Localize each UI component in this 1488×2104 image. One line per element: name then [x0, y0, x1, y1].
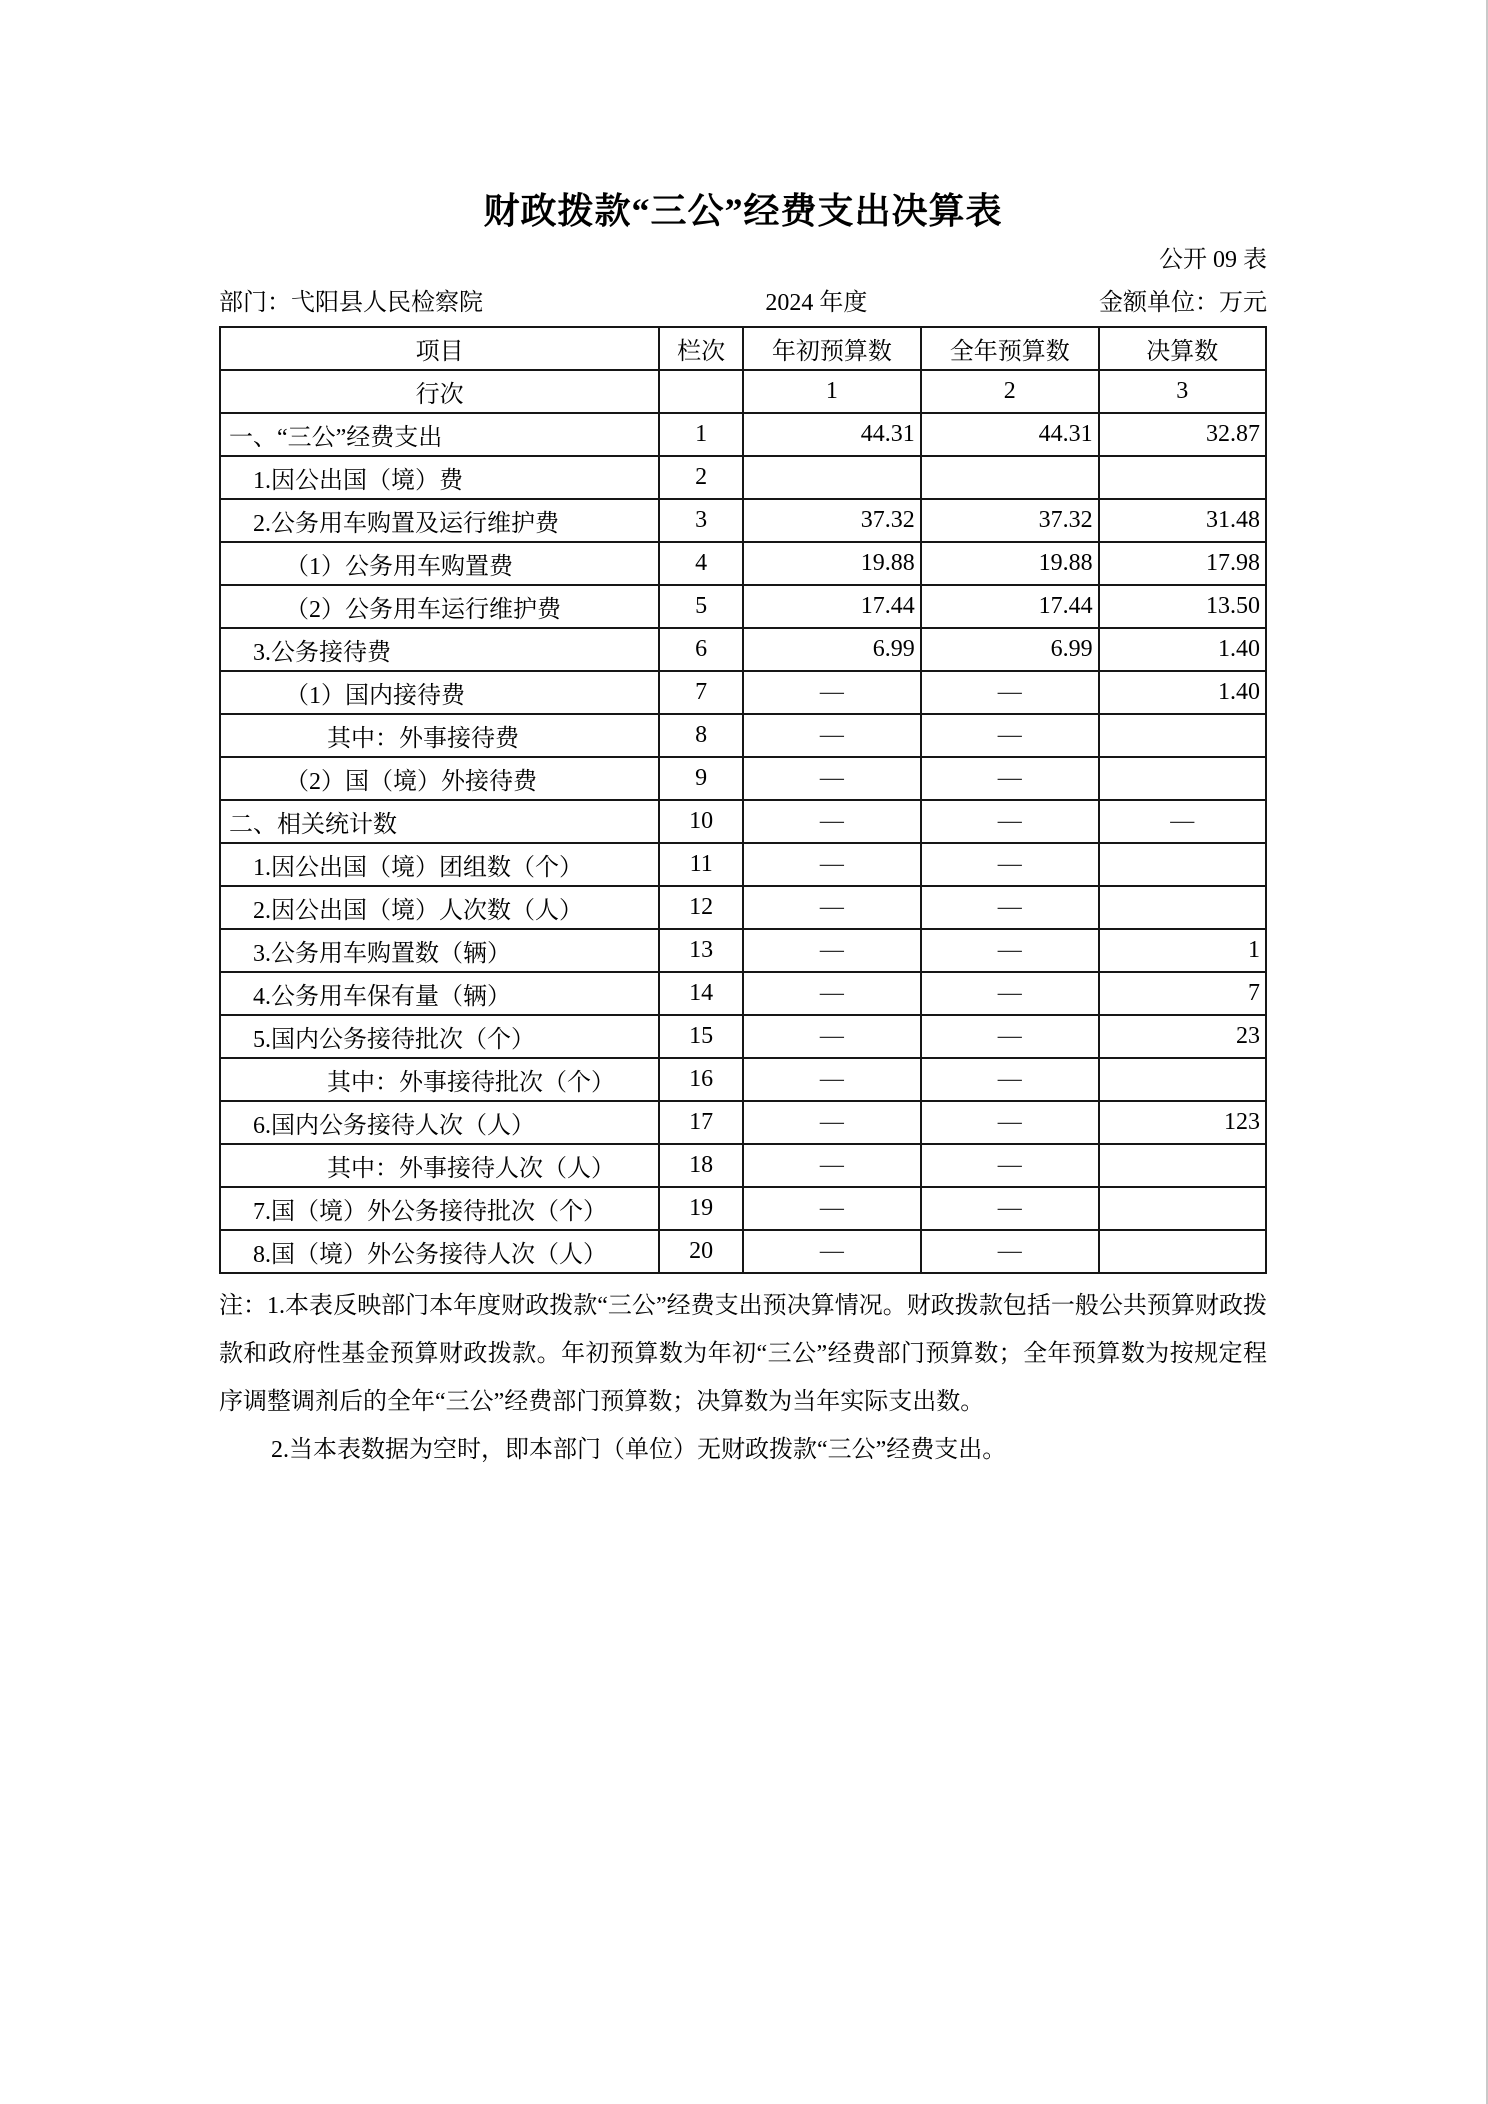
info-row: [219, 286, 1267, 320]
row-value: —: [743, 1187, 921, 1230]
table-row: [220, 1144, 1266, 1187]
row-value: —: [743, 1230, 921, 1273]
department-label: 部门：弋阳县人民检察院: [219, 290, 483, 316]
row-value: 6.99: [921, 628, 1099, 671]
table-row: [220, 1015, 1266, 1058]
page-title: 财政拨款“三公”经费支出决算表: [483, 191, 1003, 231]
row-value: —: [921, 1230, 1099, 1273]
row-value: [1099, 757, 1266, 800]
row-value: —: [921, 929, 1099, 972]
row-value: —: [921, 714, 1099, 757]
column-header-final: 决算数: [1099, 327, 1266, 370]
row-item-label: 一、“三公”经费支出: [220, 413, 659, 456]
row-value: —: [921, 800, 1099, 843]
table-row: [220, 456, 1266, 499]
table-row: [220, 929, 1266, 972]
table-row: [220, 1187, 1266, 1230]
row-item-label: （1）公务用车购置费: [220, 542, 659, 585]
row-item-label: 2.公务用车购置及运行维护费: [220, 499, 659, 542]
row-line-number: 19: [659, 1187, 743, 1230]
row-value: 7: [1099, 972, 1266, 1015]
row-item-label: 3.公务用车购置数（辆）: [220, 929, 659, 972]
table-row: [220, 843, 1266, 886]
row-line-number: 15: [659, 1015, 743, 1058]
table-row: [220, 628, 1266, 671]
table-row: [220, 1230, 1266, 1273]
row-item-label: 7.国（境）外公务接待批次（个）: [220, 1187, 659, 1230]
table-row: [220, 671, 1266, 714]
row-value: 37.32: [921, 499, 1099, 542]
subheader-col-number: 2: [921, 370, 1099, 413]
row-value: [1099, 1144, 1266, 1187]
table-row: [220, 714, 1266, 757]
fiscal-year-label: 2024 年度: [765, 290, 868, 316]
table-row: [220, 1101, 1266, 1144]
row-value: [743, 456, 921, 499]
row-value: —: [921, 671, 1099, 714]
row-item-label: 1.因公出国（境）费: [220, 456, 659, 499]
row-value: —: [743, 800, 921, 843]
row-item-label: 5.国内公务接待批次（个）: [220, 1015, 659, 1058]
subheader-col-number: 1: [743, 370, 921, 413]
note-1: 注：1.本表反映部门本年度财政拨款“三公”经费支出预决算情况。财政拨款包括一般公共预算财政拨款和政府性基金预算财政拨款。年初预算数为年初“三公”经费部门预算数；全年预算数为按规定程序调整调剂后的全年“三公”经费部门预算数；决算数为当年实际支出数。: [219, 1293, 1267, 1415]
table-row: [220, 542, 1266, 585]
row-value: —: [743, 1015, 921, 1058]
table-row: [220, 800, 1266, 843]
table-row: [220, 972, 1266, 1015]
row-item-label: （2）国（境）外接待费: [220, 757, 659, 800]
row-value: —: [921, 757, 1099, 800]
row-line-number: 5: [659, 585, 743, 628]
row-line-number: 3: [659, 499, 743, 542]
row-value: 19.88: [921, 542, 1099, 585]
row-item-label: 6.国内公务接待人次（人）: [220, 1101, 659, 1144]
note-2: 2.当本表数据为空时，即本部门（单位）无财政拨款“三公”经费支出。: [271, 1437, 1007, 1463]
row-value: 17.44: [743, 585, 921, 628]
row-line-number: 2: [659, 456, 743, 499]
table-row: [220, 1058, 1266, 1101]
row-value: —: [921, 1058, 1099, 1101]
row-value: —: [743, 843, 921, 886]
row-value: —: [921, 843, 1099, 886]
form-code-label: 公开 09 表: [1159, 247, 1267, 273]
row-value: 31.48: [1099, 499, 1266, 542]
row-item-label: （2）公务用车运行维护费: [220, 585, 659, 628]
row-value: [1099, 714, 1266, 757]
row-value: 1.40: [1099, 628, 1266, 671]
row-value: 32.87: [1099, 413, 1266, 456]
table-subheader-row: [220, 370, 1266, 413]
notes-section: [219, 1282, 1267, 1474]
table-row: [220, 757, 1266, 800]
row-value: —: [921, 886, 1099, 929]
row-item-label: 其中：外事接待费: [220, 714, 659, 757]
row-value: —: [743, 972, 921, 1015]
row-item-label: 二、相关统计数: [220, 800, 659, 843]
row-value: 23: [1099, 1015, 1266, 1058]
row-value: —: [921, 1015, 1099, 1058]
row-value: —: [921, 1101, 1099, 1144]
row-value: —: [743, 1058, 921, 1101]
row-value: —: [1099, 800, 1266, 843]
amount-unit-label: 金额单位：万元: [1099, 290, 1267, 316]
row-item-label: 8.国（境）外公务接待人次（人）: [220, 1230, 659, 1273]
row-line-number: 10: [659, 800, 743, 843]
row-line-number: 18: [659, 1144, 743, 1187]
row-value: 123: [1099, 1101, 1266, 1144]
row-value: 1: [1099, 929, 1266, 972]
row-line-number: 7: [659, 671, 743, 714]
row-item-label: 1.因公出国（境）团组数（个）: [220, 843, 659, 886]
row-item-label: 其中：外事接待人次（人）: [220, 1144, 659, 1187]
row-line-number: 12: [659, 886, 743, 929]
row-value: —: [743, 671, 921, 714]
row-value: —: [743, 1101, 921, 1144]
row-value: —: [921, 972, 1099, 1015]
row-value: 6.99: [743, 628, 921, 671]
row-value: 37.32: [743, 499, 921, 542]
row-value: 1.40: [1099, 671, 1266, 714]
table-body: [220, 413, 1266, 1273]
table-header-row: [220, 327, 1266, 370]
row-value: —: [743, 757, 921, 800]
row-value: [1099, 1058, 1266, 1101]
column-header-line: 栏次: [659, 327, 743, 370]
row-value: —: [921, 1144, 1099, 1187]
table-row: [220, 413, 1266, 456]
three-public-expense-table: [219, 326, 1267, 1274]
row-value: 19.88: [743, 542, 921, 585]
row-value: —: [921, 1187, 1099, 1230]
row-item-label: 3.公务接待费: [220, 628, 659, 671]
subheader-label: 行次: [220, 370, 659, 413]
row-value: [1099, 1230, 1266, 1273]
row-value: [1099, 1187, 1266, 1230]
row-value: [1099, 456, 1266, 499]
row-value: —: [743, 929, 921, 972]
row-value: —: [743, 886, 921, 929]
row-line-number: 8: [659, 714, 743, 757]
row-line-number: 17: [659, 1101, 743, 1144]
row-line-number: 1: [659, 413, 743, 456]
row-line-number: 4: [659, 542, 743, 585]
row-line-number: 6: [659, 628, 743, 671]
row-value: 44.31: [921, 413, 1099, 456]
row-value: —: [743, 714, 921, 757]
row-value: [1099, 843, 1266, 886]
table-row: [220, 886, 1266, 929]
table-row: [220, 585, 1266, 628]
subheader-col-number: 3: [1099, 370, 1266, 413]
row-value: 17.44: [921, 585, 1099, 628]
row-item-label: 2.因公出国（境）人次数（人）: [220, 886, 659, 929]
row-line-number: 11: [659, 843, 743, 886]
row-value: 17.98: [1099, 542, 1266, 585]
row-line-number: 20: [659, 1230, 743, 1273]
row-item-label: 其中：外事接待批次（个）: [220, 1058, 659, 1101]
row-item-label: （1）国内接待费: [220, 671, 659, 714]
subheader-empty-cell: [659, 370, 743, 413]
row-item-label: 4.公务用车保有量（辆）: [220, 972, 659, 1015]
column-header-fullyear: 全年预算数: [921, 327, 1099, 370]
row-value: 44.31: [743, 413, 921, 456]
table-row: [220, 499, 1266, 542]
row-line-number: 16: [659, 1058, 743, 1101]
column-header-item: 项目: [220, 327, 659, 370]
row-value: 13.50: [1099, 585, 1266, 628]
row-line-number: 14: [659, 972, 743, 1015]
row-value: [1099, 886, 1266, 929]
row-line-number: 9: [659, 757, 743, 800]
row-value: [921, 456, 1099, 499]
row-line-number: 13: [659, 929, 743, 972]
column-header-initial: 年初预算数: [743, 327, 921, 370]
row-value: —: [743, 1144, 921, 1187]
